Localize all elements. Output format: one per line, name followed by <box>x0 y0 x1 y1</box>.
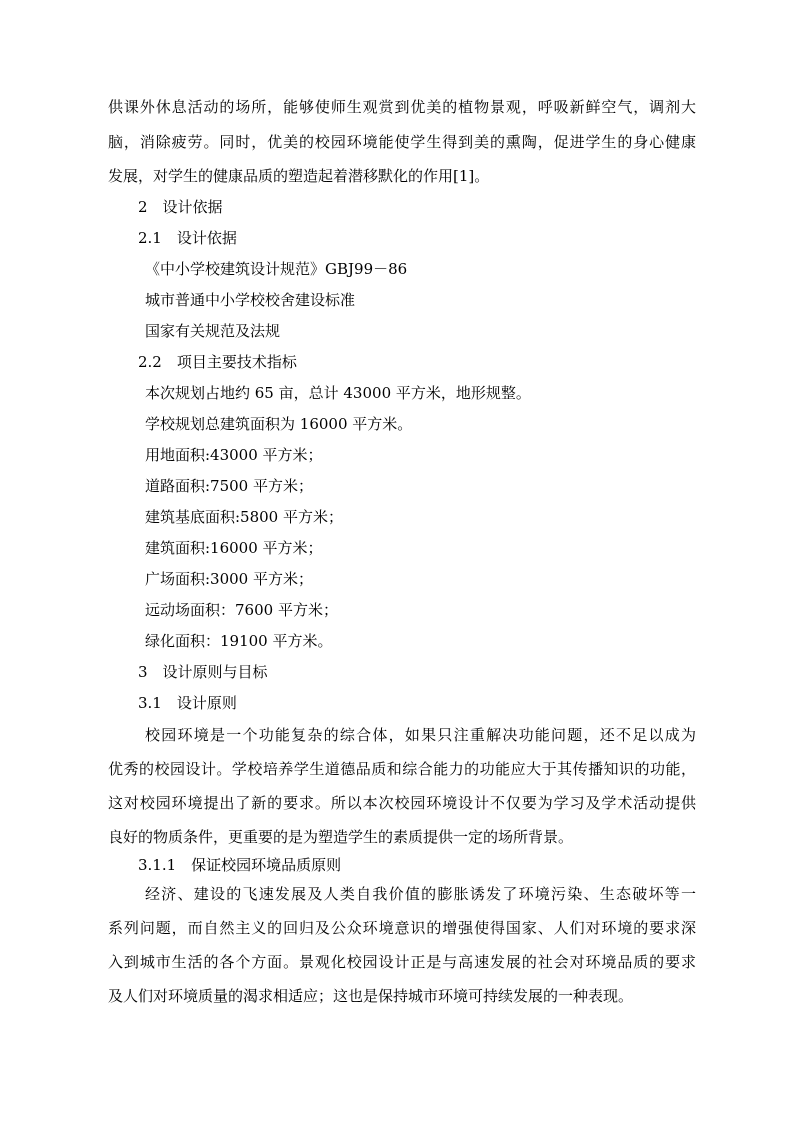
subsection-heading: 3.1 设计原则 <box>138 694 237 712</box>
list-item: 用地面积:43000 平方米； <box>145 446 323 464</box>
paragraph-line: 校园环境是一个功能复杂的综合体，如果只注重解决功能问题，还不足以成为 <box>145 726 696 744</box>
paragraph-line: 经济、建设的飞速发展及人类自我价值的膨胀诱发了环境污染、生态破坏等一 <box>145 885 696 903</box>
list-item: 道路面积:7500 平方米； <box>145 477 313 495</box>
paragraph-line: 供课外休息活动的场所，能够使师生观赏到优美的植物景观，呼吸新鲜空气，调剂大 <box>108 98 696 116</box>
paragraph-line: 优秀的校园设计。学校培养学生道德品质和综合能力的功能应大于其传播知识的功能， <box>108 760 696 778</box>
list-item: 学校规划总建筑面积为 16000 平方米。 <box>145 415 413 433</box>
list-item: 绿化面积：19100 平方米。 <box>145 632 333 650</box>
paragraph-line: 发展，对学生的健康品质的塑造起着潜移默化的作用[1]。 <box>108 167 490 185</box>
list-item: 建筑基底面积:5800 平方米； <box>145 508 343 526</box>
list-item: 本次规划占地约 65 亩，总计 43000 平方米，地形规整。 <box>145 384 531 402</box>
list-item: 国家有关规范及法规 <box>145 322 281 340</box>
list-item: 《中小学校建筑设计规范》GBJ99－86 <box>145 260 408 278</box>
subsection-heading: 2.1 设计依据 <box>138 229 237 247</box>
list-item: 广场面积:3000 平方米； <box>145 570 313 588</box>
paragraph-line: 及人们对环境质量的渴求相适应；这也是保持城市环境可持续发展的一种表现。 <box>108 987 634 1005</box>
subsubsection-heading: 3.1.1 保证校园环境品质原则 <box>138 856 342 874</box>
list-item: 远动场面积：7600 平方米； <box>145 601 338 619</box>
subsection-heading: 2.2 项目主要技术指标 <box>138 353 297 371</box>
list-item: 城市普通中小学校校舍建设标准 <box>145 291 356 309</box>
paragraph-line: 入到城市生活的各个方面。景观化校园设计正是与高速发展的社会对环境品质的要求 <box>108 953 696 971</box>
section-heading: 2 设计依据 <box>138 198 223 216</box>
paragraph-line: 脑，消除疲劳。同时，优美的校园环境能使学生得到美的熏陶，促进学生的身心健康 <box>108 133 696 151</box>
paragraph-line: 良好的物质条件，更重要的是为塑造学生的素质提供一定的场所背景。 <box>108 828 574 846</box>
paragraph-line: 系列问题，而自然主义的回归及公众环境意识的增强使得国家、人们对环境的要求深 <box>108 919 696 937</box>
paragraph-line: 这对校园环境提出了新的要求。所以本次校园环境设计不仅要为学习及学术活动提供 <box>108 794 696 812</box>
list-item: 建筑面积:16000 平方米； <box>145 539 323 557</box>
section-heading: 3 设计原则与目标 <box>138 663 268 681</box>
